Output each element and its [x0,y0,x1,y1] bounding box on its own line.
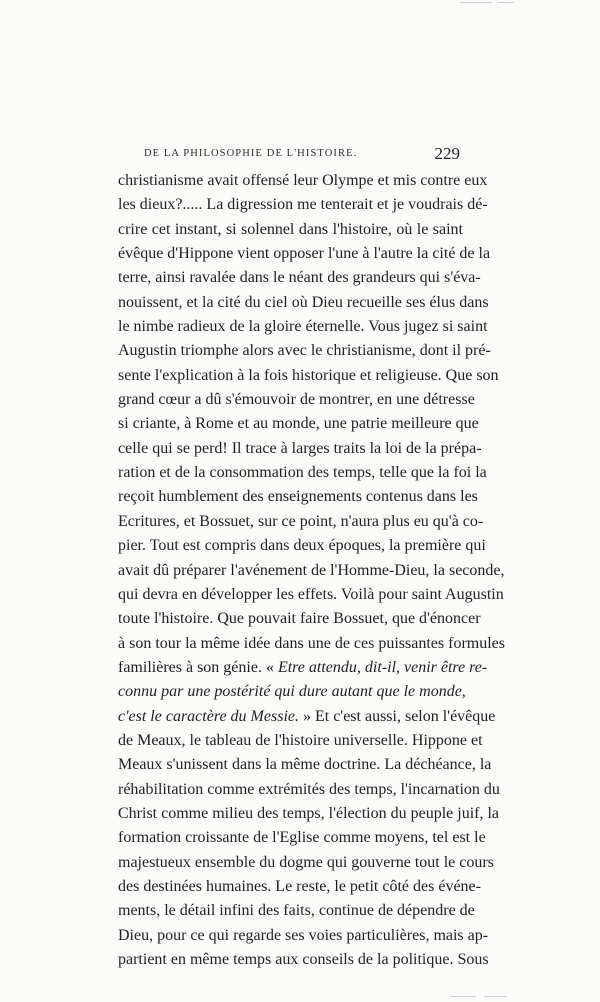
text-line: formation croissante de l'Eglise comme moyens, tel est le [118,829,486,847]
text-line: pier. Tout est compris dans deux époques, la première qui [118,537,486,555]
text-line: ments, le détail infini des faits, continue de dépendre de [118,902,475,920]
text-line: les dieux?..... La digression me tenterait et je voudrais dé- [118,196,488,214]
text-line: si criante, à Rome et au monde, une patrie meilleure que [118,415,479,433]
text-line: grand cœur a dû s'émouvoir de montrer, en une détresse [118,391,475,409]
text-line: Dieu, pour ce qui regarde ses voies particulières, mais ap- [118,926,489,944]
quote-close-mark: » [302,707,311,725]
text-line: majestueux ensemble du dogme qui gouverne tout le cours [118,853,494,871]
bottom-edge-mark [450,996,476,997]
text-fragment: familières à son génie. [118,658,262,676]
running-head [118,146,463,166]
text-line: Meaux s'unissent dans la même doctrine. La déchéance, la [118,756,492,774]
quote-text: c'est le caractère du Messie. [118,707,299,725]
page-number: 229 [434,144,460,163]
text-line: avait dû préparer l'avénement de l'Homme-Dieu, la seconde, [118,561,505,579]
top-edge-mark [460,2,492,3]
text-line-with-quote [118,705,496,729]
text-line: reçoit humblement des enseignements contenus dans les [118,488,478,506]
text-line: le nimbe radieux de la gloire éternelle. Vous jugez si saint [118,318,488,336]
bottom-edge-mark [484,996,506,997]
text-line: qui devra en développer les effets. Voilà pour saint Augustin [118,585,504,603]
top-edge-mark [498,2,514,3]
text-line: toute l'histoire. Que pouvait faire Bossuet, que d'énoncer [118,610,481,628]
text-line: Ecritures, et Bossuet, sur ce point, n'aura plus eu qu'à co- [118,512,484,530]
text-line-with-quote [118,656,488,680]
text-line: nouissent, et la cité du ciel où Dieu recueille ses élus dans [118,293,489,311]
quote-text: connu par une postérité qui dure autant que le monde, [118,683,466,701]
body-text [118,169,505,972]
text-line: Christ comme milieu des temps, l'élection du peuple juif, la [118,804,500,822]
text-line: crire cet instant, si solennel dans l'histoire, où le saint [118,220,463,238]
quote-text: Etre attendu, dit-il, venir être re- [277,658,488,676]
text-line: terre, ainsi ravalée dans le néant des grandeurs qui s'éva- [118,269,481,287]
text-line: évêque d'Hippone vient opposer l'une à l'autre la cité de la [118,245,491,263]
text-line: réhabilitation comme extrémités des temps, l'incarnation du [118,780,500,798]
text-line: des destinées humaines. Le reste, le petit côté des événe- [118,877,481,895]
text-line: sente l'explication à la fois historique et religieuse. Que son [118,366,499,384]
running-title: DE LA PHILOSOPHIE DE L'HISTOIRE. [144,148,358,159]
text-line: partient en même temps aux conseils de la politique. Sous [118,951,489,968]
text-line: ration et de la consommation des temps, telle que la foi la [118,464,487,482]
quote-open-mark: « [265,658,274,676]
text-line: christianisme avait offensé leur Olympe et mis contre eux [118,172,488,189]
text-line: celle qui se perd! Il trace à larges traits la loi de la prépa- [118,439,482,457]
text-line: Augustin triomphe alors avec le christianisme, dont il pré- [118,342,491,360]
text-line: de Meaux, le tableau de l'histoire universelle. Hippone et [118,731,483,749]
text-line: à son tour la même idée dans une de ces puissantes formules [118,634,505,652]
text-fragment: Et c'est aussi, selon l'évêque [314,707,496,725]
